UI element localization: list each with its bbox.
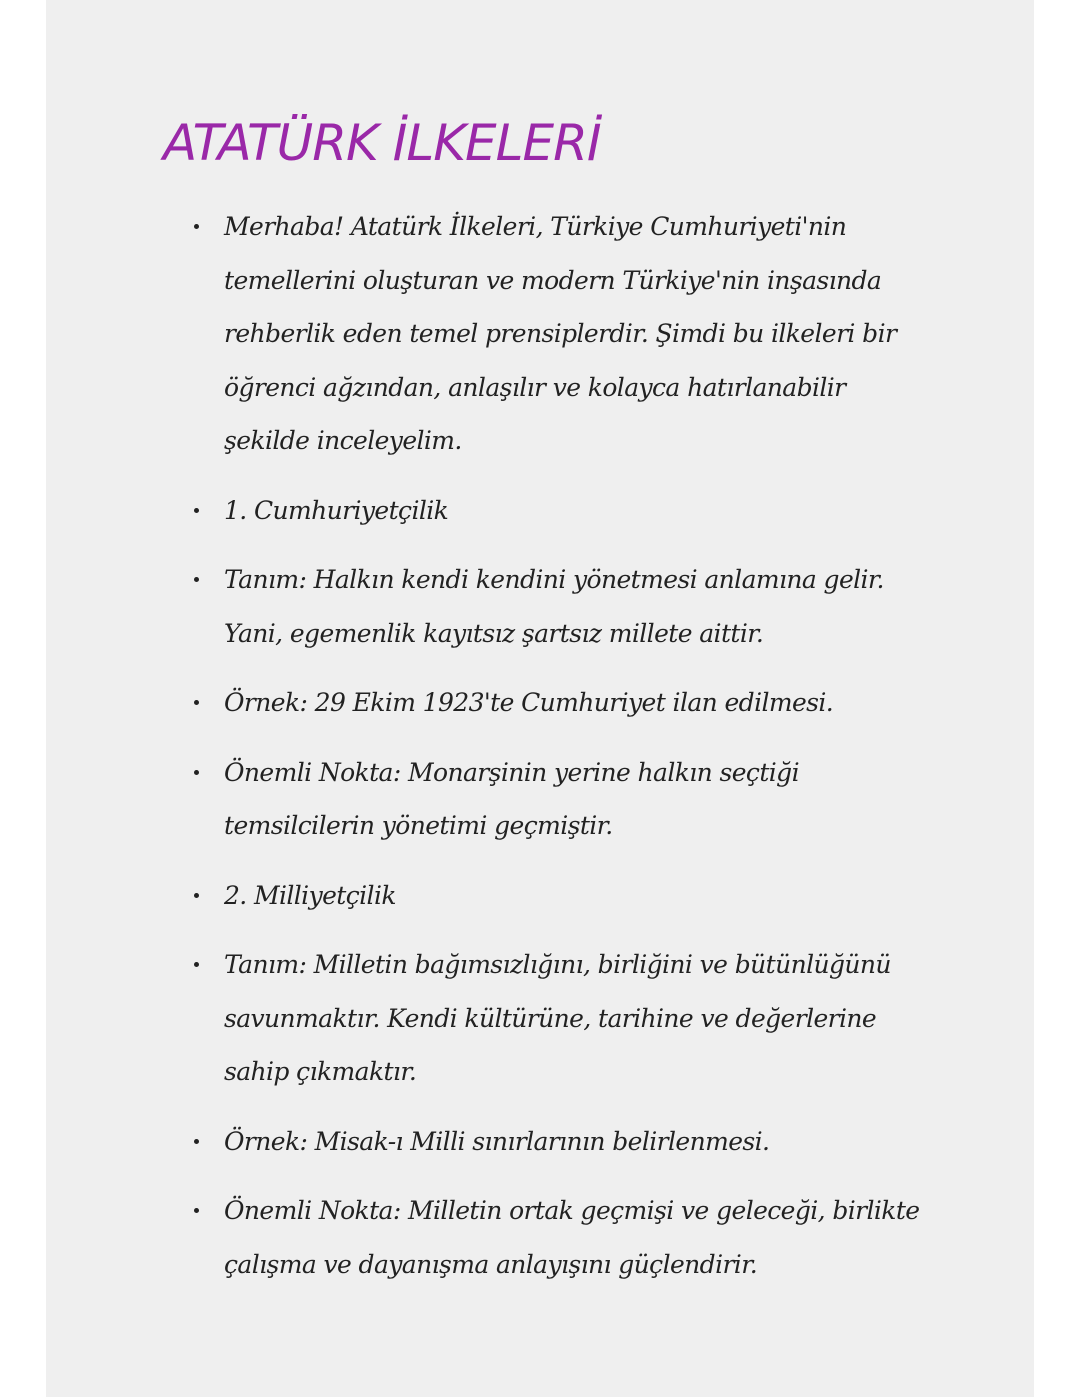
list-item — [186, 746, 926, 853]
document-page — [46, 0, 1034, 1397]
document-title: ATATÜRK İLKELERİ — [163, 114, 601, 172]
list-item — [186, 676, 926, 730]
bullet-icon — [194, 508, 199, 513]
bullet-icon — [194, 224, 199, 229]
list-item-text: Merhaba! Atatürk İlkeleri, Türkiye Cumhuriyeti'nin temellerini oluşturan ve modern Türkiye'nin inşasında rehberlik eden temel prensiplerdir. Şimdi bu ilkeleri bir öğrenci ağzından, anlaşılır ve kolayca hatırlanabilir şekilde inceleyelim. — [224, 212, 897, 455]
list-item-text: Tanım: Milletin bağımsızlığını, birliğini ve bütünlüğünü savunmaktır. Kendi kültürüne, tarihine ve değerlerine sahip çıkmaktır. — [224, 950, 891, 1086]
list-item-text: Tanım: Halkın kendi kendini yönetmesi anlamına gelir. Yani, egemenlik kayıtsız şartsız millete aittir. — [224, 565, 884, 648]
list-item — [186, 484, 926, 538]
section-heading-milliyetcilik: 2. Milliyetçilik — [224, 880, 396, 910]
section-heading-cumhuriyetcilik: 1. Cumhuriyetçilik — [224, 495, 449, 525]
bullet-icon — [194, 700, 199, 705]
list-item-text: Önemli Nokta: Monarşinin yerine halkın seçtiği temsilcilerin yönetimi geçmiştir. — [224, 757, 799, 840]
list-item-text: Örnek: 29 Ekim 1923'te Cumhuriyet ilan edilmesi. — [224, 688, 834, 717]
bullet-list — [186, 200, 926, 1307]
bullet-icon — [194, 577, 199, 582]
bullet-icon — [194, 1139, 199, 1144]
bullet-icon — [194, 893, 199, 898]
list-item — [186, 1184, 926, 1291]
list-item — [186, 553, 926, 660]
list-item-text: Önemli Nokta: Milletin ortak geçmişi ve geleceği, birlikte çalışma ve dayanışma anlayışını güçlendirir. — [224, 1196, 920, 1279]
list-item — [186, 1115, 926, 1169]
bullet-icon — [194, 962, 199, 967]
list-item — [186, 200, 926, 468]
bullet-icon — [194, 770, 199, 775]
list-item — [186, 938, 926, 1099]
list-item-text: Örnek: Misak-ı Milli sınırlarının belirlenmesi. — [224, 1126, 770, 1156]
bullet-icon — [194, 1208, 199, 1213]
list-item — [186, 869, 926, 923]
